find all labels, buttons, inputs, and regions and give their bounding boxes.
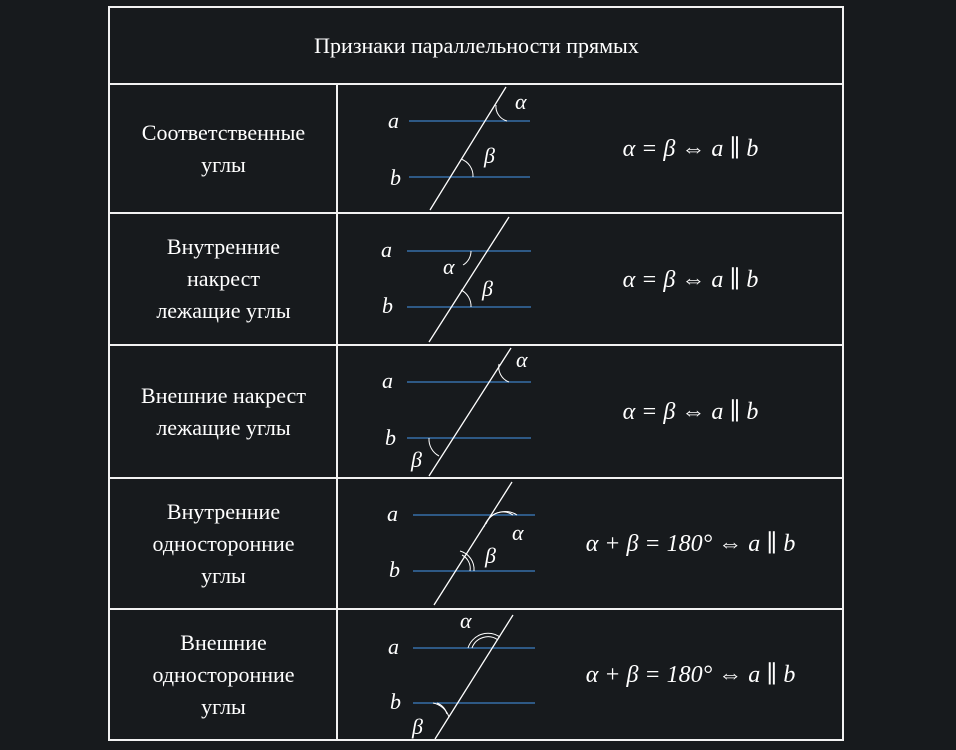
row-formula-alternate-interior: α = β ⇔ a ∥ b [622, 266, 759, 293]
label-alpha: α [512, 520, 524, 545]
diagram-cointerior [339, 479, 539, 608]
transversal-line [435, 615, 513, 739]
row-name-alternate-exterior: Внешние накрест лежащие углы [141, 382, 306, 440]
row-name-cointerior: Внутренние односторонние углы [152, 498, 295, 588]
label-a: a [388, 634, 399, 659]
label-beta: β [412, 714, 423, 739]
label-alpha: α [515, 89, 527, 114]
label-beta: β [411, 447, 422, 472]
page-title: Признаки параллельности прямых [314, 33, 639, 58]
row-name-alternate-interior: Внутренние накрест лежащие углы [156, 234, 291, 323]
diagram-coexterior [339, 610, 539, 739]
angle-arc-beta-inner [462, 555, 470, 571]
row-formula-cointerior: α + β = 180° ⇔ a ∥ b [585, 531, 796, 557]
angle-arc-alpha-inner [472, 637, 498, 648]
row-formula-coexterior: α + β = 180° ⇔ a ∥ b [585, 662, 796, 688]
diagram-alternate-interior [339, 214, 539, 344]
label-b: b [385, 425, 396, 450]
label-a: a [388, 108, 399, 133]
label-b: b [382, 293, 393, 318]
angle-arc-alpha [496, 105, 507, 121]
angle-arc-beta [429, 438, 439, 456]
diagram-alternate-exterior [339, 346, 539, 477]
label-b: b [390, 165, 401, 190]
label-b: b [390, 689, 401, 714]
label-alpha: α [516, 347, 528, 372]
label-beta: β [484, 143, 495, 168]
label-beta: β [482, 276, 493, 301]
label-alpha: α [443, 254, 455, 279]
angle-arc-beta [461, 290, 471, 307]
row-name-corresponding: Соответственные углы [141, 119, 306, 177]
angle-arc-alpha [499, 364, 509, 382]
table-border-bottom [108, 739, 844, 741]
angle-arc-alpha [463, 251, 471, 265]
row-formula-alternate-exterior: α = β ⇔ a ∥ b [622, 399, 759, 425]
transversal-line [429, 217, 509, 342]
angle-arc-beta [461, 159, 473, 177]
label-alpha: α [460, 608, 472, 633]
transversal-line [434, 482, 512, 605]
angle-arc-alpha-inner [486, 512, 513, 524]
label-a: a [381, 237, 392, 262]
label-beta: β [485, 543, 496, 568]
label-a: a [387, 501, 398, 526]
label-b: b [389, 557, 400, 582]
row-formula-corresponding: α = β ⇔ a ∥ b [622, 136, 759, 162]
label-a: a [382, 368, 393, 393]
row-name-coexterior: Внешние односторонние углы [152, 629, 295, 719]
diagram-corresponding [339, 85, 539, 212]
